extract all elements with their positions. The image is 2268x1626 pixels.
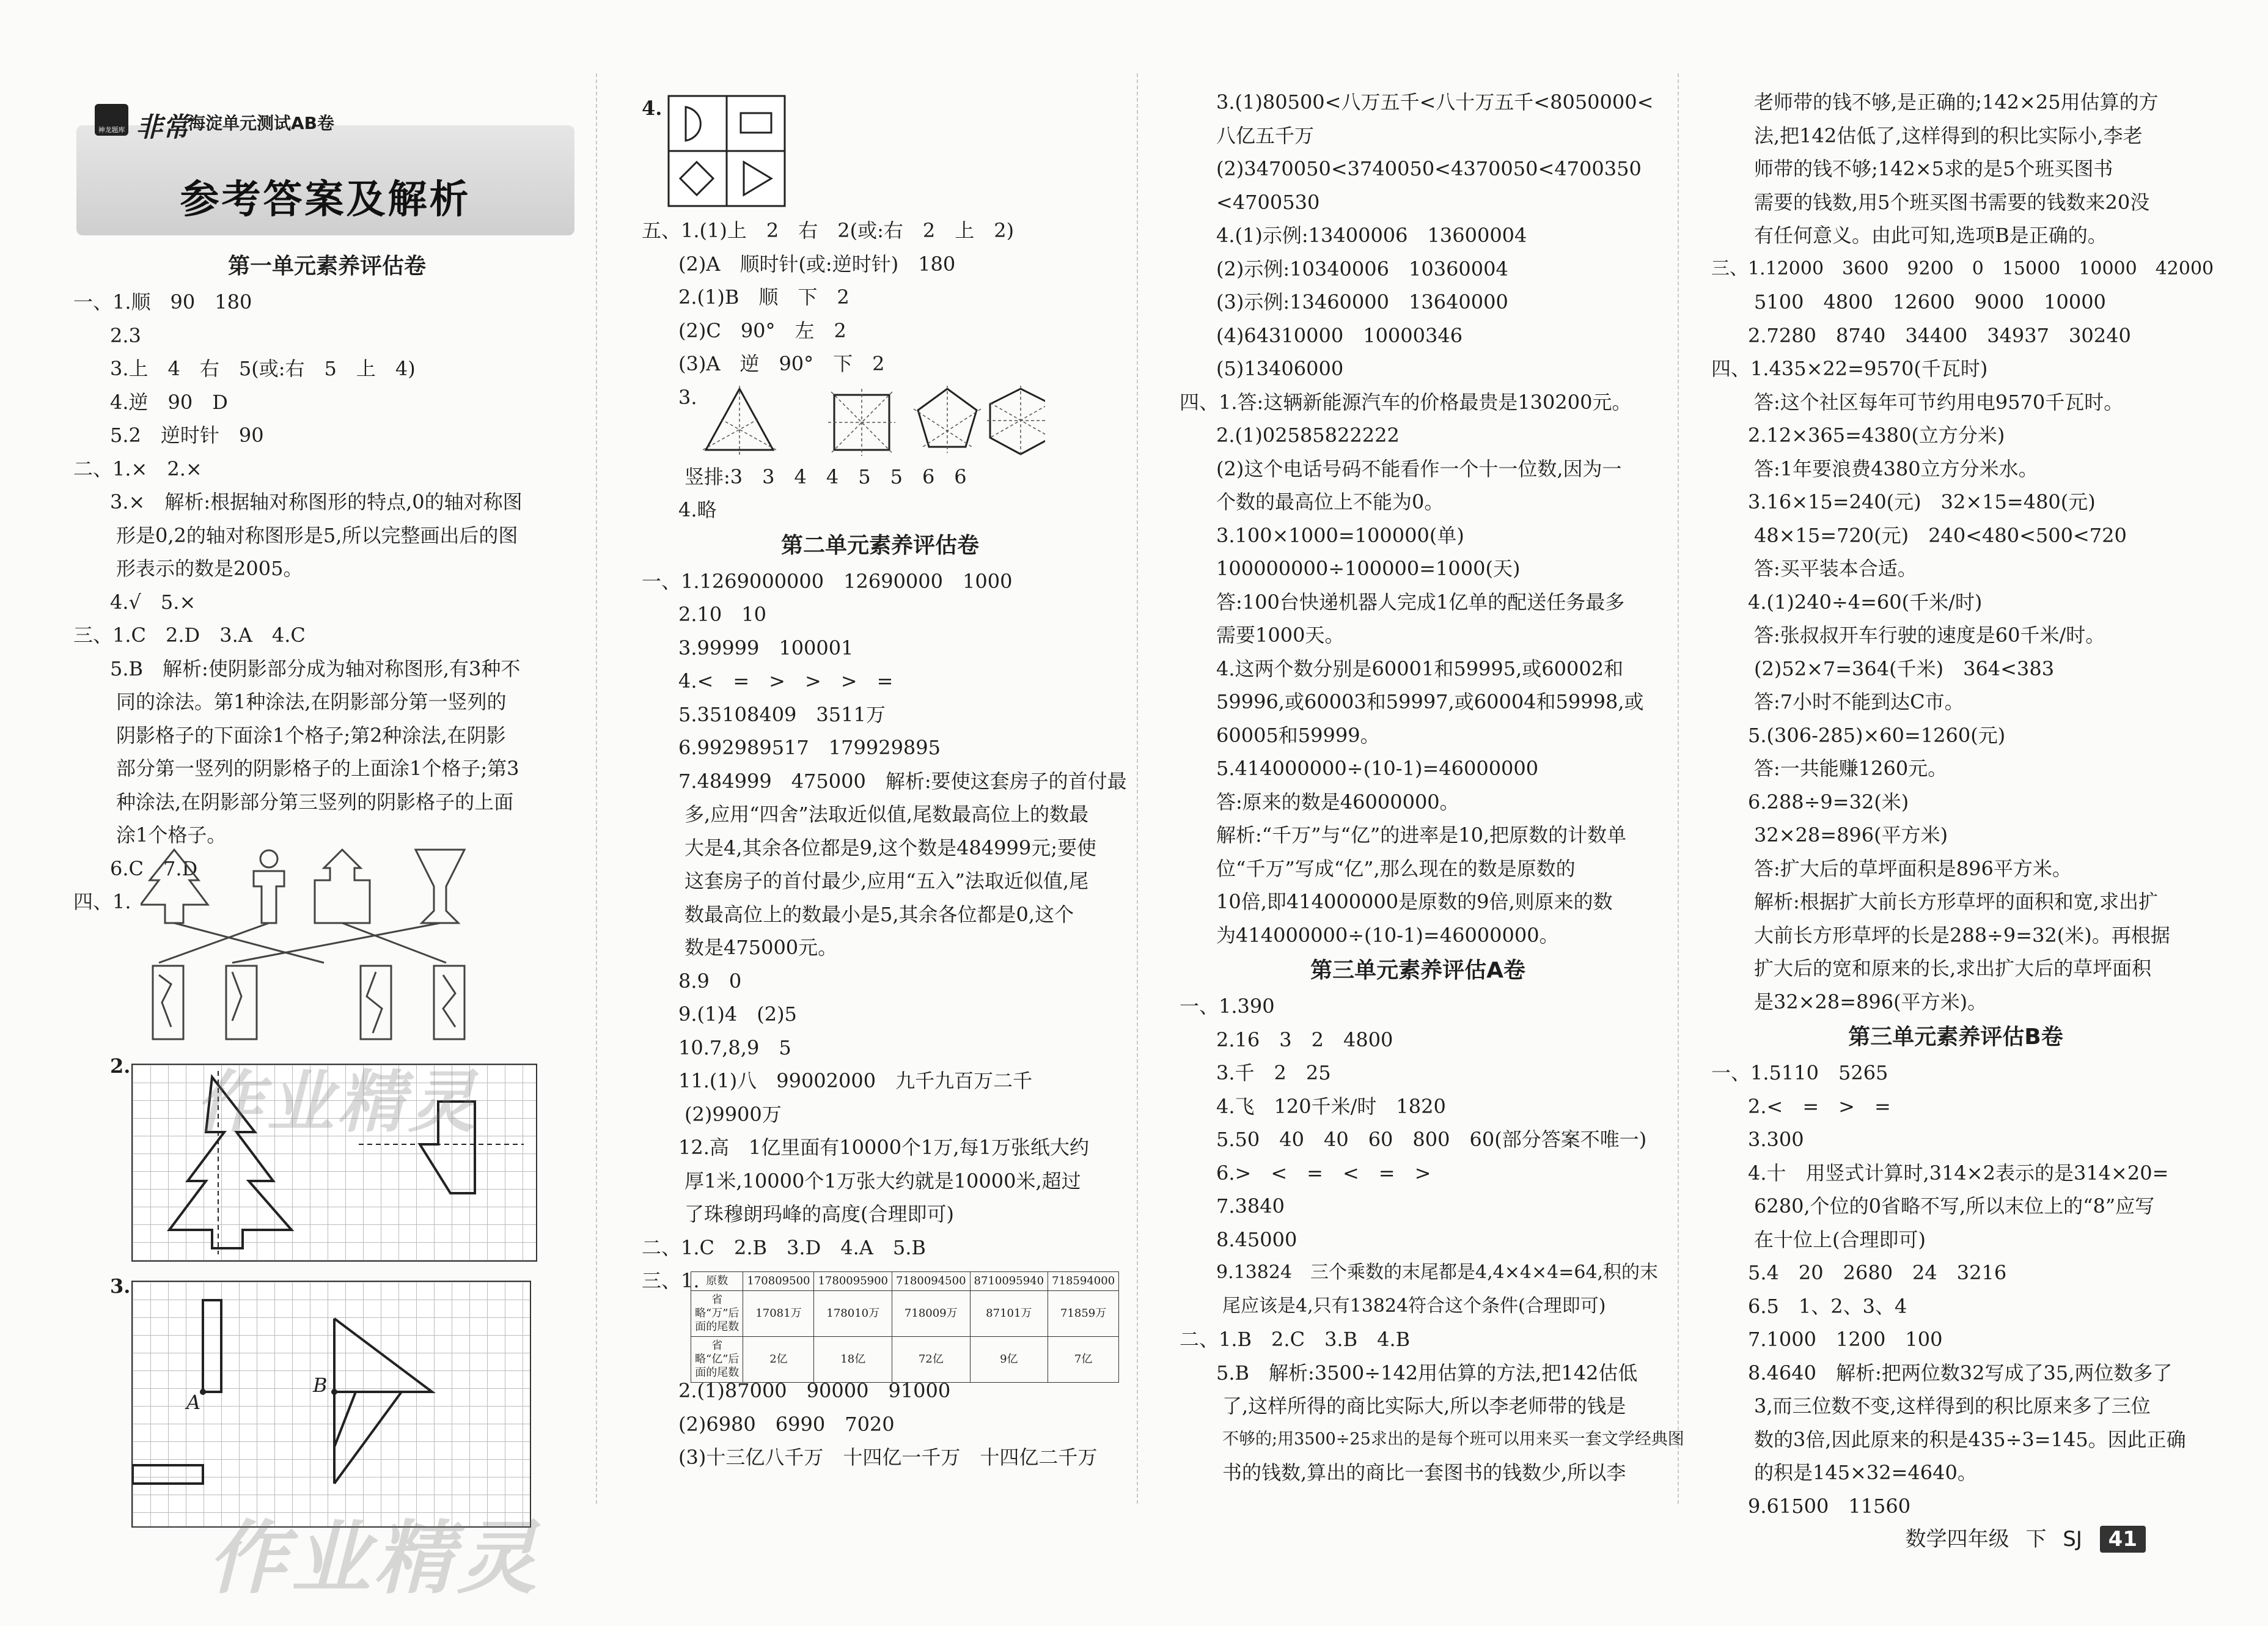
answer-line: 6.5 1、2、3、4 (1748, 1294, 1907, 1318)
answer-line: 6.288÷9=32(米) (1748, 790, 1909, 814)
column-divider (596, 73, 597, 1504)
answer-line: 法,把142估低了,这样得到的积比实际小,李老 (1754, 123, 2143, 147)
table-cell: 1780095900 (814, 1272, 892, 1291)
answer-line: 59996,或60003和59997,或60004和59998,或 (1216, 690, 1644, 713)
answer-line: 四、1. (73, 890, 131, 913)
answer-line: 100000000÷100000=1000(天) (1216, 557, 1521, 580)
answer-line: 4.(1)示例:13400006 13600004 (1216, 224, 1527, 247)
answer-line: 阴影格子的下面涂1个格子;第2种涂法,在阴影 (116, 723, 506, 747)
answer-line: 四、1.答:这辆新能源汽车的价格最贵是130200元。 (1180, 390, 1632, 414)
answer-line: 2.< = > = (1748, 1094, 1891, 1118)
answer-line: (5)13406000 (1216, 357, 1344, 380)
answer-line: 不够的;用3500÷25求出的是每个班可以用来买一套文学经典图 (1222, 1429, 1684, 1449)
answer-line: 三、1.C 2.D 3.A 4.C (73, 624, 306, 647)
answer-line: (2)示例:10340006 10360004 (1216, 257, 1508, 281)
answer-line: 7.3840 (1216, 1194, 1285, 1218)
answer-line: 解析:“千万”与“亿”的进率是10,把原数的计数单 (1216, 823, 1627, 847)
page-footer (1906, 1522, 2146, 1553)
brand-name: 非常 (136, 112, 189, 143)
answer-line: 涂1个格子。 (116, 823, 227, 847)
answer-line: 扩大后的宽和原来的长,求出扩大后的草坪面积 (1754, 957, 2152, 980)
cup-shape (416, 850, 464, 923)
triangle-b (334, 1319, 432, 1447)
answer-line: 5.35108409 3511万 (678, 702, 886, 726)
answer-line: (2)3470050<3740050<4370050<4700350 (1216, 157, 1642, 180)
answer-line: 三、1.12000 3600 9200 0 15000 10000 42000 (1711, 257, 2214, 279)
answer-line: 5.50 40 40 60 800 60(部分答案不唯一) (1216, 1128, 1647, 1151)
column-divider (1137, 73, 1138, 1504)
answer-line: 个数的最高位上不能为0。 (1216, 490, 1444, 513)
answer-line: 9.(1)4 (2)5 (678, 1002, 797, 1026)
table-row (691, 1291, 1119, 1337)
table-cell: 2亿 (743, 1337, 814, 1383)
answer-line: 2.(1)B 顺 下 2 (678, 285, 850, 309)
answer-line: 4.(1)240÷4=60(千米/时) (1748, 590, 1983, 614)
rounding-table (691, 1271, 1119, 1383)
column-3 (1180, 86, 1684, 1490)
person-shape (254, 850, 284, 923)
answer-line: 答:7小时不能到达C市。 (1754, 690, 1964, 713)
answer-line: 8.9 0 (678, 969, 742, 993)
answer-line: 8.4640 解析:把两位数32写成了35,两位数多了 (1748, 1361, 2173, 1385)
point-a-label: A (186, 1391, 201, 1414)
polygon-axes-figure (703, 386, 1045, 459)
answer-line: 八亿五千万 (1216, 123, 1315, 147)
page-title: 参考答案及解析 (180, 177, 471, 223)
answer-line: 形表示的数是2005。 (116, 557, 303, 580)
answer-line: 4.√ 5.× (110, 590, 196, 614)
answer-line: 形是0,2的轴对称图形是5,所以完整画出后的图 (116, 523, 518, 547)
answer-line: 答:张叔叔开车行驶的速度是60千米/时。 (1754, 624, 2105, 647)
table-cell: 17081万 (743, 1291, 814, 1337)
symmetry-axes-row (642, 381, 1118, 460)
answer-line: 9.13824 三个乘数的末尾都是4,4×4×4=64,积的末 (1216, 1262, 1659, 1283)
question-label: 3. (110, 1275, 131, 1298)
table-row-header: 省略“亿”后面的尾数 (691, 1337, 743, 1383)
answer-line: 竖排:3 3 4 4 5 5 6 6 (684, 465, 967, 488)
answer-line: 同的涂法。第1种涂法,在阴影部分第一竖列的 (116, 690, 507, 713)
answer-line: 需要的钱数,用5个班买图书需要的钱数来20没 (1754, 190, 2150, 214)
answer-line: 6.992989517 179929895 (678, 736, 941, 759)
answer-line: 大是4,其余各位都是9,这个数是484999元;要使 (684, 836, 1097, 859)
answer-line: (3)十三亿八千万 十四亿一千万 十四亿二千万 (678, 1446, 1098, 1469)
answer-line: 一、1.390 (1180, 995, 1275, 1018)
answer-line: 3.16×15=240(元) 32×15=480(元) (1748, 490, 2096, 513)
column-divider (1678, 73, 1679, 1504)
answer-line: 答:1年要浪费4380立方分米水。 (1754, 457, 2038, 480)
brand-logo (95, 104, 128, 136)
footer-edition: SJ (2063, 1527, 2082, 1551)
table-cell: 7180094500 (892, 1272, 971, 1291)
answer-line: 3.千 2 25 (1216, 1061, 1331, 1084)
answer-line: 一、1.1269000000 12690000 1000 (642, 569, 1013, 593)
answer-line: (3)示例:13460000 13640000 (1216, 290, 1508, 314)
answer-line: 解析:根据扩大前长方形草坪的面积和宽,求出扩 (1754, 890, 2158, 913)
answer-line: 数最高位上的数最小是5,其余各位都是0,这个 (684, 902, 1074, 926)
answer-line: 了珠穆朗玛峰的高度(合理即可) (684, 1202, 954, 1226)
answer-line: 3.上 4 右 5(或:右 5 上 4) (110, 357, 416, 380)
answer-line: (2)这个电话号码不能看作一个十一位数,因为一 (1216, 457, 1622, 480)
section-heading: 第三单元素养评估B卷 (1848, 1025, 2063, 1050)
answer-line: 10.7,8,9 5 (678, 1036, 791, 1059)
answer-line: 2.(1)02585822222 (1216, 424, 1400, 447)
answer-line: 数的3倍,因此原来的积是435÷3=145。因此正确 (1754, 1427, 2186, 1451)
question-label: 4. (642, 97, 662, 120)
answer-line: (2)C 90° 左 2 (678, 318, 846, 342)
answer-line: 2.16 3 2 4800 (1216, 1028, 1393, 1051)
tree-shape (141, 850, 208, 923)
answer-line: 厚1米,10000个1万张大约就是10000米,超过 (684, 1169, 1081, 1193)
arrow-shape (315, 850, 370, 923)
answer-line: 2.(1)87000 90000 91000 (678, 1379, 951, 1402)
answer-line: 9.61500 11560 (1748, 1494, 1911, 1518)
answer-line: 了,这样所得的商比实际大,所以李老师带的钱是 (1222, 1394, 1626, 1418)
answer-line: 4.逆 90 D (110, 390, 228, 414)
answer-line: 5.4 20 2680 24 3216 (1748, 1261, 2007, 1284)
answer-line: 一、1.5110 5265 (1711, 1061, 1888, 1084)
table-cell: 9亿 (970, 1337, 1048, 1383)
answer-line: 4.这两个数分别是60001和59995,或60002和 (1216, 657, 1624, 680)
answer-line: 多,应用“四舍”法取近似值,尾数最高位上的数最 (684, 803, 1089, 826)
answer-line: 3.99999 100001 (678, 636, 854, 660)
column-2 (642, 92, 1127, 1474)
answer-line: 7.1000 1200 100 (1748, 1328, 1943, 1351)
answer-line: (2)A 顺时针(或:逆时针) 180 (678, 252, 956, 276)
answer-line: 5100 4800 12600 9000 10000 (1754, 290, 2106, 314)
point-b-dot (331, 1389, 337, 1395)
answer-line: 的积是145×32=4640。 (1754, 1461, 1977, 1484)
answer-line: 12.高 1亿里面有10000个1万,每1万张纸大约 (678, 1136, 1089, 1159)
table-cell: 72亿 (892, 1337, 971, 1383)
section-heading: 第二单元素养评估卷 (780, 532, 979, 558)
answer-line: 五、1.(1)上 2 右 2(或:右 2 上 2) (642, 219, 1015, 242)
table-row-header: 省略“万”后面的尾数 (691, 1291, 743, 1337)
answer-line: 48×15=720(元) 240<480<500<720 (1754, 523, 2127, 547)
answer-line: 答:扩大后的草坪面积是896平方米。 (1754, 856, 2072, 880)
rectangle-a (203, 1300, 221, 1392)
table-cell: 718009万 (892, 1291, 971, 1337)
answer-line: 答:买平装本合适。 (1754, 557, 1917, 580)
answer-line: 部分第一竖列的阴影格子的上面涂1个格子;第3 (116, 757, 519, 780)
answer-line: 是32×28=896(平方米)。 (1754, 990, 1987, 1013)
answer-line: 10倍,即414000000是原数的9倍,则原来的数 (1216, 890, 1613, 913)
table-cell: 178010万 (814, 1291, 892, 1337)
column-4 (1711, 86, 2214, 1523)
table-row (691, 1337, 1119, 1383)
answer-line: 二、1.C 2.B 3.D 4.A 5.B (642, 1235, 926, 1259)
answer-line: 2.10 10 (678, 603, 766, 626)
shapes-grid-figure (667, 95, 790, 211)
answer-line: 老师带的钱不够,是正确的;142×25用估算的方 (1754, 90, 2159, 114)
answer-line: 二、1.B 2.C 3.B 4.B (1180, 1328, 1411, 1351)
watermark: 作业精灵 (196, 1063, 479, 1141)
q4-figure-row (642, 92, 1118, 214)
answer-line: 需要1000天。 (1216, 624, 1345, 647)
rotated-rectangle (133, 1465, 203, 1484)
answer-line: 答:原来的数是46000000。 (1216, 790, 1459, 814)
section-heading: 第一单元素养评估卷 (227, 254, 426, 279)
answer-line: 3.× 解析:根据轴对称图形的特点,0的轴对称图 (110, 490, 523, 513)
table-cell: 718594000 (1048, 1272, 1119, 1291)
answer-line: 4.十 用竖式计算时,314×2表示的是314×20= (1748, 1161, 2169, 1185)
answer-line: 四、1.435×22=9570(千瓦时) (1711, 357, 1988, 380)
answer-line: 3,而三位数不变,这样得到的积比原来多了三位 (1754, 1394, 2151, 1418)
answer-line: 3.100×1000=100000(单) (1216, 523, 1464, 547)
question-label: 三、1. (642, 1269, 700, 1292)
answer-line: 这套房子的首付最少,应用“五入”法取近似值,尾 (684, 869, 1089, 892)
page-number: 41 (2100, 1526, 2146, 1553)
series-name: 海淀单元测试AB卷 (188, 113, 335, 133)
answer-line: 5.(306-285)×60=1260(元) (1748, 723, 2006, 747)
answer-line: 4.飞 120千米/时 1820 (1216, 1094, 1446, 1118)
answer-line: 尾应该是4,只有13824符合这个条件(合理即可) (1222, 1295, 1606, 1317)
answer-line: 6.C 7.D (110, 856, 198, 880)
answer-line: 师带的钱不够;142×5求的是5个班买图书 (1754, 157, 2113, 180)
answer-line: (3)A 逆 90° 下 2 (678, 352, 885, 375)
answer-line: 答:这个社区每年可节约用电9570千瓦时。 (1754, 390, 2124, 414)
table-cell: 18亿 (814, 1337, 892, 1383)
answer-line: 为414000000÷(10-1)=46000000。 (1216, 923, 1559, 947)
answer-line: 4.略 (678, 498, 717, 521)
answer-line: 二、1.× 2.× (73, 457, 202, 480)
answer-line: 3.(1)80500<八万五千<八十万五千<8050000< (1216, 90, 1654, 114)
table-row-header: 原数 (691, 1272, 743, 1291)
table-cell: 87101万 (970, 1291, 1048, 1337)
section-heading: 第三单元素养评估A卷 (1310, 958, 1525, 983)
answer-line: 一、1.顺 90 180 (73, 290, 252, 314)
answer-line: 在十位上(合理即可) (1754, 1227, 1926, 1251)
answer-line: 种涂法,在阴影部分第三竖列的阴影格子的上面 (116, 790, 514, 814)
answer-line: (2)52×7=364(千米) 364<383 (1754, 657, 2055, 680)
answer-line: 7.484999 475000 解析:要使这套房子的首付最 (678, 769, 1127, 793)
answer-line: 2.3 (110, 323, 141, 347)
answer-line: 4.< = > > > = (678, 669, 894, 693)
answer-line: (2)6980 6990 7020 (678, 1412, 895, 1436)
answer-line: 32×28=896(平方米) (1754, 823, 1948, 847)
answer-line: 答:100台快递机器人完成1亿单的配送任务最多 (1216, 590, 1625, 614)
symmetry-matching-figure (141, 844, 519, 1045)
answer-line: (4)64310000 10000346 (1216, 323, 1463, 347)
answer-line: 2.12×365=4380(立方分米) (1748, 424, 2005, 447)
grid-figure-3 (131, 1281, 531, 1528)
question-label: 3. (678, 385, 697, 409)
answer-line: <4700530 (1216, 190, 1320, 214)
column-1 (73, 248, 581, 919)
point-a-dot (200, 1389, 206, 1395)
table-cell: 170809500 (743, 1272, 814, 1291)
answer-line: 2.7280 8740 34400 34937 30240 (1748, 323, 2131, 347)
table-cell: 8710095940 (970, 1272, 1048, 1291)
answer-line: 60005和59999。 (1216, 723, 1380, 747)
answer-line: 5.414000000÷(10-1)=46000000 (1216, 757, 1539, 780)
answer-line: 5.B 解析:使阴影部分成为轴对称图形,有3种不 (110, 657, 521, 680)
answer-line: 5.2 逆时针 90 (110, 424, 264, 447)
answer-line: 数是475000元。 (684, 936, 838, 959)
answer-line: 8.45000 (1216, 1227, 1297, 1251)
answer-line: 11.(1)八 99002000 九千九百万二千 (678, 1069, 1033, 1092)
answer-line: 大前长方形草坪的长是288÷9=32(米)。再根据 (1754, 923, 2170, 947)
table-row (691, 1272, 1119, 1291)
watermark: 作业精灵 (208, 1512, 541, 1605)
footer-subject: 数学四年级 (1905, 1527, 2009, 1551)
answer-line: 书的钱数,算出的商比一套图书的钱数少,所以李 (1222, 1461, 1626, 1484)
point-b-label: B (313, 1374, 328, 1397)
answer-line: 6280,个位的0省略不写,所以末位上的“8”应写 (1754, 1194, 2155, 1218)
answer-line: 6.> < = < = > (1216, 1161, 1431, 1185)
table-cell: 7亿 (1048, 1337, 1119, 1383)
answer-line: 答:一共能赚1260元。 (1754, 757, 1948, 780)
answer-line: 位“千万”写成“亿”,那么现在的数是原数的 (1216, 856, 1576, 880)
answer-line: (2)9900万 (684, 1102, 782, 1126)
answer-line: 5.B 解析:3500÷142用估算的方法,把142估低 (1216, 1361, 1638, 1385)
answer-line: 3.300 (1748, 1128, 1804, 1151)
rounding-table-row (642, 1264, 1118, 1379)
brand-subtitle: 神龙题库 (98, 126, 125, 134)
answer-line: 有任何意义。由此可知,选项B是正确的。 (1754, 224, 2107, 247)
question-label: 2. (110, 1054, 131, 1078)
table-cell: 71859万 (1048, 1291, 1119, 1337)
footer-volume: 下 (2025, 1527, 2047, 1551)
